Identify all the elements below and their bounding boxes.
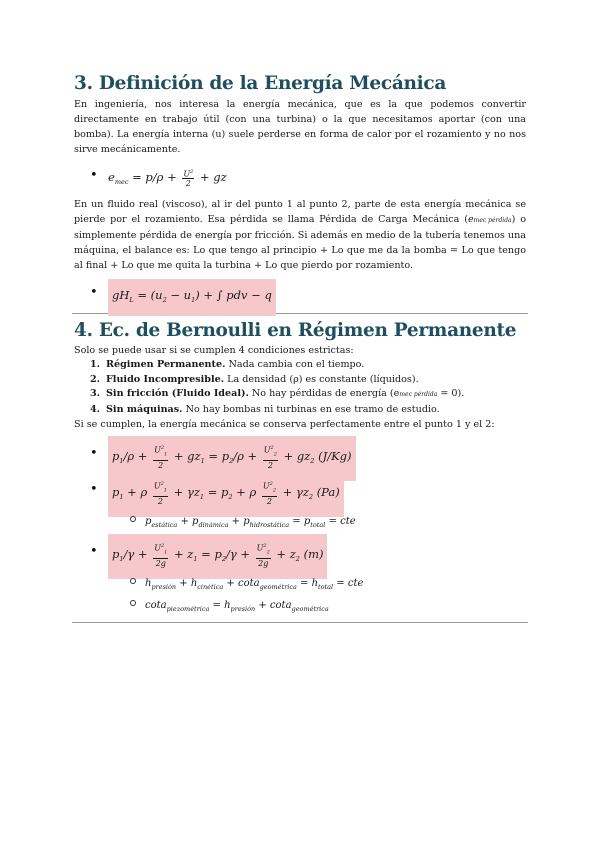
loss-paragraph-part-b: ) o simplemente pérdida de energía por fricción. Si además en medio de la tubería tenemos una máquina, el balance es: Lo que tengo al principio + Lo que me da la bomba = Lo que tengo al final + Lo que me quita la turbina + Lo que pierdo por rozamiento. <box>74 214 526 271</box>
energy-unit: (J/Kg) <box>318 449 352 463</box>
conditions-list <box>90 358 526 417</box>
bernoulli-energy-equation <box>74 436 526 472</box>
condition-item <box>90 358 526 373</box>
bernoulli-height-equation-list <box>74 534 526 570</box>
condition-subscript: mec pérdida <box>399 391 438 398</box>
condition-item <box>90 387 526 403</box>
mechanical-energy-equation-list <box>74 163 526 189</box>
loss-symbol-letter: e <box>467 214 474 225</box>
bernoulli-pressure-equation <box>74 472 526 508</box>
pressure-unit: (Pa) <box>316 485 340 499</box>
equation-head-loss: $gH_L = (u_2 - u_1)$ + ∫ pdv − q <box>108 279 276 316</box>
condition-text: La densidad (ρ) es constante (líquidos). <box>224 373 419 385</box>
pressure-terms-list <box>74 508 526 530</box>
piezometric-item <box>74 592 526 614</box>
condition-title: Sin máquinas. <box>106 403 183 415</box>
section-3-loss-paragraph <box>74 197 526 273</box>
condition-number: 1. <box>90 359 101 370</box>
document-page <box>74 72 526 623</box>
condition-text: No hay pérdidas de energía (e <box>248 388 400 399</box>
section-3-intro-paragraph: En ingeniería, nos interesa la energía mecánica, que es la que podemos convertir directamente en trabajo útil (con una turbina) o la que necesitamos aportar (con una bomba). La energía interna (u) suele perderse en forma de calor por el rozamiento y no nos sirve mecánicamente. <box>74 99 526 155</box>
condition-text: Nada cambia con el tiempo. <box>225 359 365 370</box>
condition-item <box>90 373 526 388</box>
condition-number: 2. <box>90 373 101 385</box>
height-terms-item <box>74 570 526 592</box>
pressure-terms-item <box>74 508 526 530</box>
loss-symbol <box>468 212 512 228</box>
equation-pressure-terms: $p_{estática} + p_{dinámica} + p_{hidrostática} = p_{total}$ = cte <box>145 516 356 529</box>
condition-tail: = 0). <box>437 388 465 399</box>
height-unit: (m) <box>303 547 324 561</box>
equation-bernoulli-energy: $p_1/\rho$ + $\frac{U^2_1}{2}$ + $gz_1 = p_2/\rho$ + $\frac{U^2_2}{2}$ + $gz_2$ (J/Kg) <box>108 436 356 481</box>
equation-bernoulli-pressure: $p_1 + \rho$ $\frac{U^2_1}{2}$ + $\gamma z_1 = p_2 + \rho$ $\frac{U^2_2}{2}$ + $\gamma z_2$ (Pa) <box>108 472 344 517</box>
equation-height-terms: $h_{presión} + h_{cinética} + \cot a_{geométrica} = h_{total}$ = cte <box>145 578 364 591</box>
condition-title: Sin fricción (Fluido Ideal). <box>106 388 249 399</box>
condition-number: 4. <box>90 403 101 415</box>
loss-symbol-subscript: mec pérdida <box>473 217 512 224</box>
condition-item <box>90 403 526 418</box>
equation-bernoulli-height: $p_1/\gamma$ + $\frac{U^2_1}{2g}$ + $z_1 = p_2/\gamma$ + $\frac{U^2_2}{2g}$ + $z_2$ (m) <box>108 534 327 579</box>
section-divider-bottom <box>72 622 528 623</box>
bernoulli-equations-list <box>74 436 526 508</box>
section-4-title: 4. Ec. de Bernoulli en Régimen Permanente <box>74 320 517 341</box>
head-loss-equation <box>74 279 526 307</box>
height-terms-list <box>74 570 526 614</box>
equation-e-mec: $e_{mec} = p/\rho$ + $\frac{U^2}{2}$ + gz <box>108 168 227 189</box>
loss-paragraph-part-a: En un fluido real (viscoso), al ir del punto 1 al punto 2, parte de esta energía mecánica se pierde por el rozamiento. Esa pérdida se llama Pérdida de Carga Mecánica ( <box>74 199 526 225</box>
condition-title: Fluido Incompresible. <box>106 373 225 385</box>
head-loss-equation-list <box>74 279 526 307</box>
mechanical-energy-equation <box>74 163 526 189</box>
condition-title: Régimen Permanente. <box>106 359 226 370</box>
equation-piezometric: $\cot a_{piezométrica} = h_{presión} + \cot a_{geométrica}$ <box>145 600 329 613</box>
section-4-intro: Solo se puede usar si se cumplen 4 condiciones estrictas: <box>74 345 354 356</box>
bernoulli-height-equation <box>74 534 526 570</box>
condition-number: 3. <box>90 388 101 399</box>
condition-text: No hay bombas ni turbinas en ese tramo de estudio. <box>182 403 440 415</box>
section-3-title: 3. Definición de la Energía Mecánica <box>74 73 447 94</box>
section-4-conclusion: Si se cumplen, la energía mecánica se conserva perfectamente entre el punto 1 y el 2: <box>74 419 495 430</box>
